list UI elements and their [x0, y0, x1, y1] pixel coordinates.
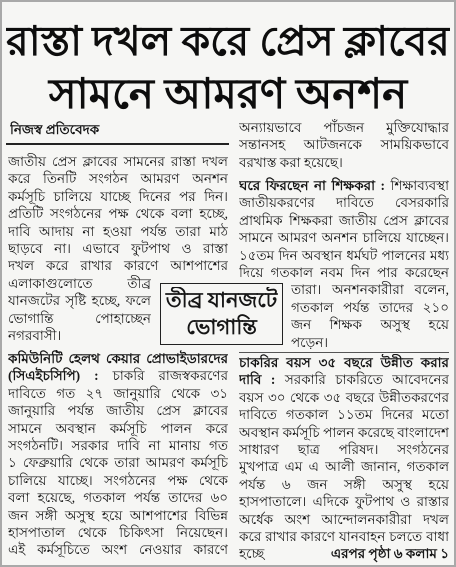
- body-text: সরকারি চাকরিতে আবেদনের: [284, 372, 449, 388]
- text-line: অন্যায়ভাবে পাঁচজন মুক্তিযোদ্ধার: [239, 120, 449, 135]
- text-line: [239, 354, 449, 371]
- text-line: বলা হয়েছে, গতকাল পর্যন্ত তাদের ৬০: [8, 490, 228, 506]
- text-line: তারা। অনশনকারীরা বলেন,: [291, 282, 449, 298]
- chcp-section: [8, 350, 228, 559]
- text-line: নগরবাসী।: [8, 327, 62, 343]
- age-limit-section: [239, 354, 449, 563]
- body-text: শিক্ষাব্যবস্থা: [390, 178, 449, 193]
- text-line: গতকাল পর্যন্ত তাদের ২১০: [291, 299, 449, 315]
- text-line: জন শিক্ষক অসুস্থ হয়ে: [291, 317, 449, 333]
- headline: [6, 14, 450, 122]
- text-line: জন সঙ্গী অসুস্থ হয়ে আশপাশের বিভিন্ন: [8, 507, 228, 523]
- subhead-text: ঘরে ফিরছেন না শিক্ষকরা :: [239, 178, 386, 193]
- byline-divider: [6, 143, 229, 145]
- text-line: [8, 350, 228, 367]
- text-line: সংগঠনটি। সরকার দাবি না মানায় গত: [8, 437, 228, 453]
- subhead-text: চাকরির বয়স ৩৫ বছরে উন্নীত করার: [239, 355, 449, 370]
- text-line: করে তিনটি সংগঠন আমরণ অনশন: [8, 171, 228, 187]
- text-line: ভোগান্তি পোহাচ্ছেন: [8, 310, 151, 326]
- subhead-text: কমিউনিটি হেলথ কেয়ার প্রোভাইডারদের: [8, 351, 228, 366]
- suspension-paragraph: [239, 119, 449, 171]
- subhead-text: (সিএইচসিপি) :: [8, 368, 99, 384]
- pull-quote-line-1: তীব্র যানজটে: [165, 288, 278, 312]
- text-line: [8, 367, 228, 384]
- text-line: পর্যন্ত ৬ জন সঙ্গী অসুস্থ হয়ে: [239, 476, 449, 492]
- section-divider: [239, 352, 449, 353]
- text-line: [239, 177, 449, 194]
- text-line: কর্মসূচি চালিয়ে যাচ্ছে দিনের পর দিন।: [8, 188, 228, 204]
- pull-quote-line-2: ভোগান্তি: [186, 315, 257, 339]
- text-line: চালিয়ে যাচ্ছে। সংগঠনের পক্ষ থেকে: [8, 472, 228, 488]
- text-line: পড়েন।: [291, 334, 329, 350]
- text-line: এই কর্মসূচিতে অংশ নেওয়ার কারণে: [8, 542, 228, 558]
- byline: নিজস্ব প্রতিবেদক: [10, 122, 100, 137]
- text-line: যানজটের সৃষ্টি হচ্ছে, ফলে: [8, 293, 151, 309]
- text-line: মুখপাত্র এম এ আলী জানান, গতকাল: [239, 459, 449, 475]
- text-line: হাসপাতালে। এদিকে ফুটপাথ ও রাস্তার: [239, 494, 449, 510]
- text-line: [239, 371, 449, 388]
- headline-line-1: রাস্তা দখল করে প্রেস ক্লাবের: [6, 18, 450, 64]
- text-line: সামনে অবস্থান কর্মসূচি পালন করে: [8, 420, 228, 436]
- pull-quote-box: [160, 283, 283, 345]
- text-line: সামনে আমরণ অনশন চালিয়ে যাচ্ছেন।: [239, 230, 449, 246]
- text-line: হাসপাতাল থেকে চিকিৎসা নিয়েছেন।: [8, 524, 228, 540]
- text-line: সন্তানসহ আটজনকে সাময়িকভাবে: [239, 137, 449, 153]
- text-line: জাতীয় প্রেস ক্লাবের সামনের রাস্তা দখল: [8, 154, 228, 169]
- text-line: জানুয়ারি পর্যন্ত জাতীয় প্রেস ক্লাবের: [8, 403, 228, 419]
- body-text: চাকরি রাজস্বকরণের: [112, 368, 228, 384]
- text-line: অবস্থান কর্মসূচি পালন করেছে বাংলাদেশ: [239, 424, 449, 440]
- text-line: হচ্ছে: [239, 546, 265, 562]
- text-line: জাতীয়করণের দাবিতে বেসরকারি: [239, 195, 449, 211]
- text-line: এলাকাগুলোতে তীব্র: [8, 275, 151, 291]
- text-line: প্রাথমিক শিক্ষকরা জাতীয় প্রেস ক্লাবের: [239, 212, 449, 228]
- headline-line-2: সামনে আমরণ অনশন: [48, 72, 408, 118]
- text-line: করে রাখার কারণে যানবাহন চলতে বাধা: [239, 528, 449, 544]
- text-line: বরখাস্ত করা হয়েছে।: [239, 154, 343, 170]
- text-line: ১৫তম দিন অবস্থান ধর্মঘট পালনের মধ্য: [239, 247, 449, 263]
- text-line: দখল করে রাখার কারণে আশপাশের: [8, 258, 228, 274]
- text-line: সাধারণ ছাত্র পরিষদ। সংগঠনের: [239, 441, 449, 457]
- text-line: ১ ফেব্রুয়ারি থেকে তারা আমরণ কর্মসূচি: [8, 455, 228, 471]
- text-line: প্রতিটি সংগঠনের পক্ষ থেকে বলা হচ্ছে,: [8, 206, 228, 222]
- continued-on-page-note: এরপর পৃষ্ঠা ৬ কলাম ১: [327, 545, 449, 562]
- text-line: দাবিতে গত ২৭ জানুয়ারি থেকে ৩১: [8, 385, 228, 401]
- text-line: বয়স ৩০ থেকে ৩৫ বছরে উন্নীতকরণের: [239, 389, 449, 405]
- subhead-text: দাবি :: [239, 372, 276, 388]
- text-line: দাবি আদায় না হওয়া পর্যন্ত তারা মাঠ: [8, 223, 228, 239]
- text-line: দিয়ে গতকাল নবম দিন পার করেছেন: [239, 264, 449, 280]
- text-line: ছাড়বে না। এভাবে ফুটপাথ ও রাস্তা: [8, 240, 228, 256]
- text-line: অর্ধেক অংশ আন্দোলনকারীরা দখল: [239, 511, 449, 527]
- text-line: দাবিতে গতকাল ১১তম দিনের মতো: [239, 407, 449, 423]
